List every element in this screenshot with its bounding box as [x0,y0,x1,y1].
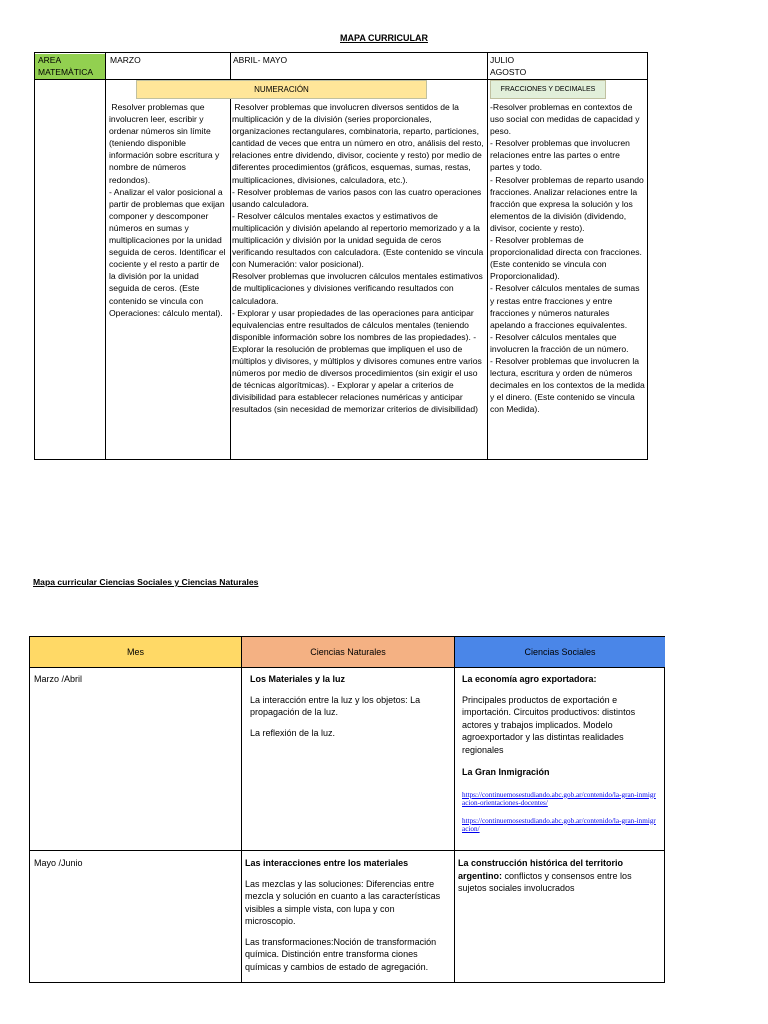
social-topic-title: La economía agro exportadora: [462,674,597,684]
row-divider [30,667,664,668]
natural-topic-text: La interacción entre la luz y los objetos: La propagación de la luz. [250,694,421,717]
natural-topic-title: Las interacciones entre los materiales [245,858,409,868]
july-august-header: JULIO AGOSTO [490,55,527,77]
natural-header: Ciencias Naturales [242,637,454,667]
natural-topic-title: Los Materiales y la luz [250,674,346,684]
month-header: Mes [30,637,241,667]
social-topic-title: La construcción histórica del territorio argentino: [458,858,624,881]
social-topic-text: conflictos y consensos entre los sujetos sociales involucrados [458,870,632,893]
document-title: MAPA CURRICULAR [340,33,428,43]
july-august-content: -Resolver problemas en contextos de uso social con medidas de capacidad y peso. - Resolver problemas que involucren relaciones entre las partes o entre partes y todo. - Resolver problemas de reparto usando fracciones. Analizar relaciones entre la fracción que expresa la solución y los elementos de la división (dividendo, divisor, cociente y resto). - Resolver problemas de proporcionalidad directa con fracciones. (Este contenido se vincula con Proporcionalidad). - Resolver cálculos mentales de sumas y restas entre fracciones y entre fracciones y números naturales apelando a fracciones equivalentes. - Resolver cálculos mentales que involucren la fracción de un número. - Resolver problemas que involucren la lectura, escritura y orden de números decimales en los contextos de la medida y el dinero. (Este contenido se vincula con Medida). [490,102,645,415]
social-header: Ciencias Sociales [455,637,665,667]
science-curriculum-table [29,636,665,983]
natural-cell [245,857,447,973]
column-divider [105,53,106,459]
social-topic-title: La Gran Inmigración [462,767,550,777]
march-content: Resolver problemas que involucren leer, escribir y ordenar números sin límite (teniendo disponible información sobre escritura y nombre de números redondos). - Analizar el valor posicional a partir de problemas que exijan componer y descomponer números en sumas y multiplicaciones por la unidad seguida de ceros. Identificar el cociente y el resto a partir de la división por la unidad seguida de ceros. (Este contenido se vincula con Operaciones: cálculo mental). [109,102,226,318]
row-divider [30,850,664,851]
numeracion-band: NUMERACIÓN [136,80,427,99]
column-divider [241,637,242,982]
march-header: MARZO [110,55,141,65]
column-divider [230,53,231,459]
row-month: Mayo /Junio [34,858,83,868]
natural-cell [250,673,446,739]
april-may-header: ABRIL- MAYO [233,55,288,65]
math-curriculum-table [34,52,648,460]
inmigracion-link[interactable]: https://continuemosestudiando.abc.gob.ar/contenido/la-gran-inmigracion/ [462,816,656,833]
area-header: AREA MATEMÀTICA [35,54,105,79]
natural-topic-text: La reflexión de la luz. [250,727,336,738]
column-divider [454,637,455,982]
science-subtitle: Mapa curricular Ciencias Sociales y Ciencias Naturales [33,577,259,587]
natural-topic-text: Las transformaciones:Noción de transformación química. Distinción entre transforma ciones químicas y cambios de estado de agregación. [245,936,437,972]
column-divider [487,53,488,459]
social-cell [458,857,658,895]
social-topic-text: Principales productos de exportación e importación. Circuitos productivos: distintos actores y trabajos implicados. Modelo agroexportador y las distintas realidades regionales [462,694,636,755]
april-may-content: Resolver problemas que involucren diversos sentidos de la multiplicación y de la división (series proporcionales, organizaciones rectangulares, combinatoria, reparto, particiones, cantidad de veces que entra un número en otro, análisis del resto, relaciones entre dividendo, divisor, cociente y resto) por medio de diferentes procedimientos (gráficos, esquemas, sumas, restas, multiplicaciones, divisiones, calculadora, etc.). - Resolver problemas de varios pasos con las cuatro operaciones usando calculadora. - Resolver cálculos mentales exactos y estimativos de multiplicación y división apelando al repertorio memorizado y a la multiplicación y división por la unidad seguida de ceros verificando resultados con calculadora. (Este contenido se vincula con Numeración: valor posicional). Resolver problemas que involucren cálculos mentales estimativos de multiplicaciones y divisiones verificando resultados con calculadora. - Explorar y usar propiedades de las operaciones para anticipar equivalencias entre resultados de cálculos mentales (teniendo disponible información sobre los nombres de las propiedades). - Explorar la resolución de problemas que impliquen el uso de múltiplos y divisores, y múltiplos y divisores comunes entre varios números por medio de diversos procedimientos (sin exigir el uso de técnicas algorítmicas). - Explorar y apelar a criterios de divisibilidad para establecer relaciones numéricas y anticipar resultados (sin necesidad de memorizar criterios de divisibilidad) [232,102,484,415]
row-month: Marzo /Abril [34,674,83,684]
social-cell [462,673,656,833]
natural-topic-text: Las mezclas y las soluciones: Diferencias entre mezcla y solución en cuanto a las características visibles a simple vista, con lupa y con microscopio. [245,878,441,926]
fracciones-band: FRACCIONES Y DECIMALES [490,80,606,99]
inmigracion-docentes-link[interactable]: https://continuemosestudiando.abc.gob.ar/contenido/la-gran-inmigracion-orientaciones-docentes/ [462,790,656,807]
